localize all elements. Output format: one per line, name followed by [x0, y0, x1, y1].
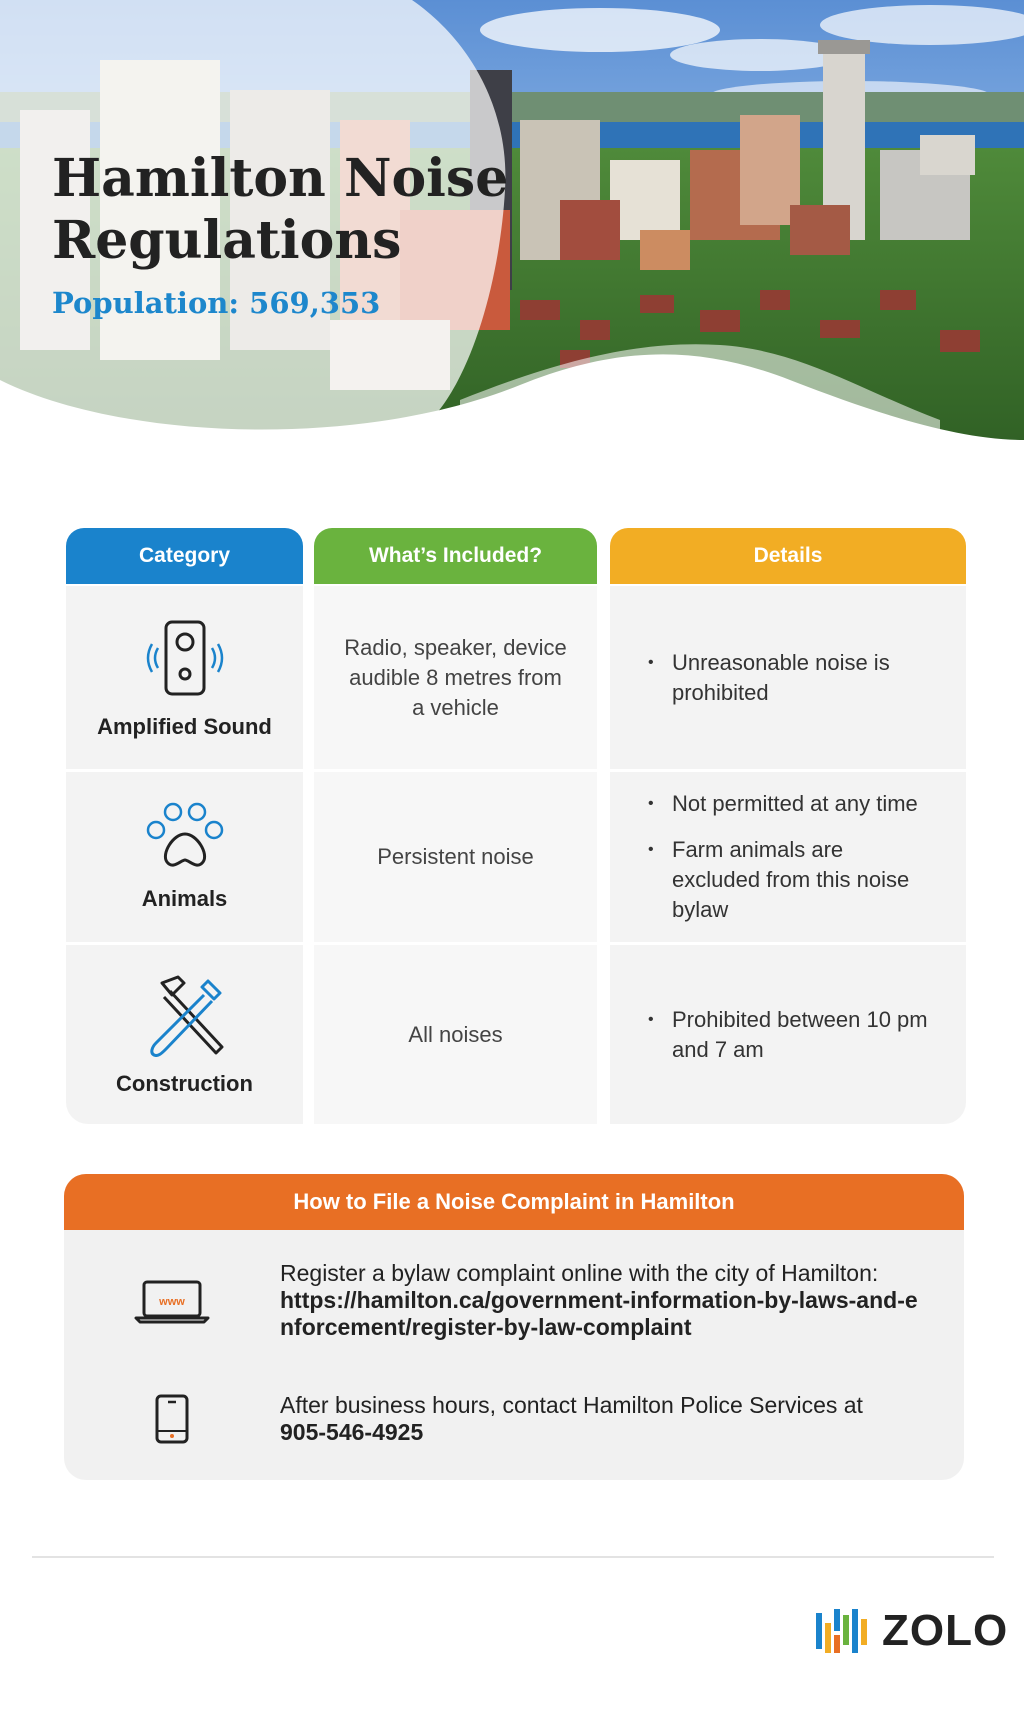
zolo-logo[interactable] [816, 1606, 1008, 1656]
category-label: Amplified Sound [97, 713, 272, 739]
complaint-phone [64, 1392, 964, 1446]
table-row-amplified-details [610, 586, 966, 769]
title-line-2: Regulations [52, 210, 402, 271]
speaker-icon [140, 616, 230, 700]
table-row-construction-included: All noises [314, 945, 597, 1124]
table-row-animals-category [66, 772, 303, 942]
category-label: Construction [116, 1070, 253, 1096]
detail-item: • Not permitted at any time [648, 789, 936, 819]
phone-number-link[interactable]: 905-546-4925 [280, 1419, 424, 1445]
table-row-amplified-included: Radio, speaker, device audible 8 metres from a vehicle [314, 586, 597, 769]
detail-item: • Farm animals are excluded from this noise bylaw [648, 835, 936, 925]
title-line-1: Hamilton Noise [52, 148, 509, 209]
laptop-www-label: www [159, 1295, 185, 1308]
header-category-label: Category [66, 528, 303, 584]
complaint-title: How to File a Noise Complaint in Hamilton [64, 1174, 964, 1230]
header-included [314, 528, 597, 584]
smartphone-icon [154, 1393, 190, 1445]
table-row-amplified-category [66, 586, 303, 769]
table-row-construction-category [66, 945, 303, 1124]
table-row-animals-details [610, 772, 966, 942]
detail-item: • Unreasonable noise is prohibited [648, 648, 936, 708]
table-row-construction-details [610, 945, 966, 1124]
phone-instruction: After business hours, contact Hamilton Police Services at [280, 1392, 863, 1418]
header-details-label: Details [610, 528, 966, 584]
table-row-animals-included: Persistent noise [314, 772, 597, 942]
complaint-box [64, 1174, 964, 1480]
laptop-www-icon [134, 1278, 210, 1324]
header-category [66, 528, 303, 584]
header-details [610, 528, 966, 584]
complaint-online [64, 1260, 964, 1341]
hero-banner [0, 0, 1024, 460]
population-label: Population: 569,353 [52, 286, 381, 320]
paw-icon [145, 802, 225, 872]
logo-text: ZOLO [882, 1606, 1009, 1655]
footer-divider [32, 1556, 994, 1558]
category-label: Animals [141, 886, 228, 911]
tools-icon [142, 973, 228, 1057]
header-included-label: What’s Included? [314, 528, 597, 584]
online-instruction: Register a bylaw complaint online with the city of Hamilton: [280, 1260, 879, 1286]
zolo-bars-icon [816, 1609, 874, 1653]
detail-item: • Prohibited between 10 pm and 7 am [648, 1005, 936, 1065]
page-title [52, 148, 508, 272]
complaint-url-link[interactable]: https://hamilton.ca/government-information-by-laws-and-enforcement/register-by-law-complaint [280, 1287, 918, 1340]
